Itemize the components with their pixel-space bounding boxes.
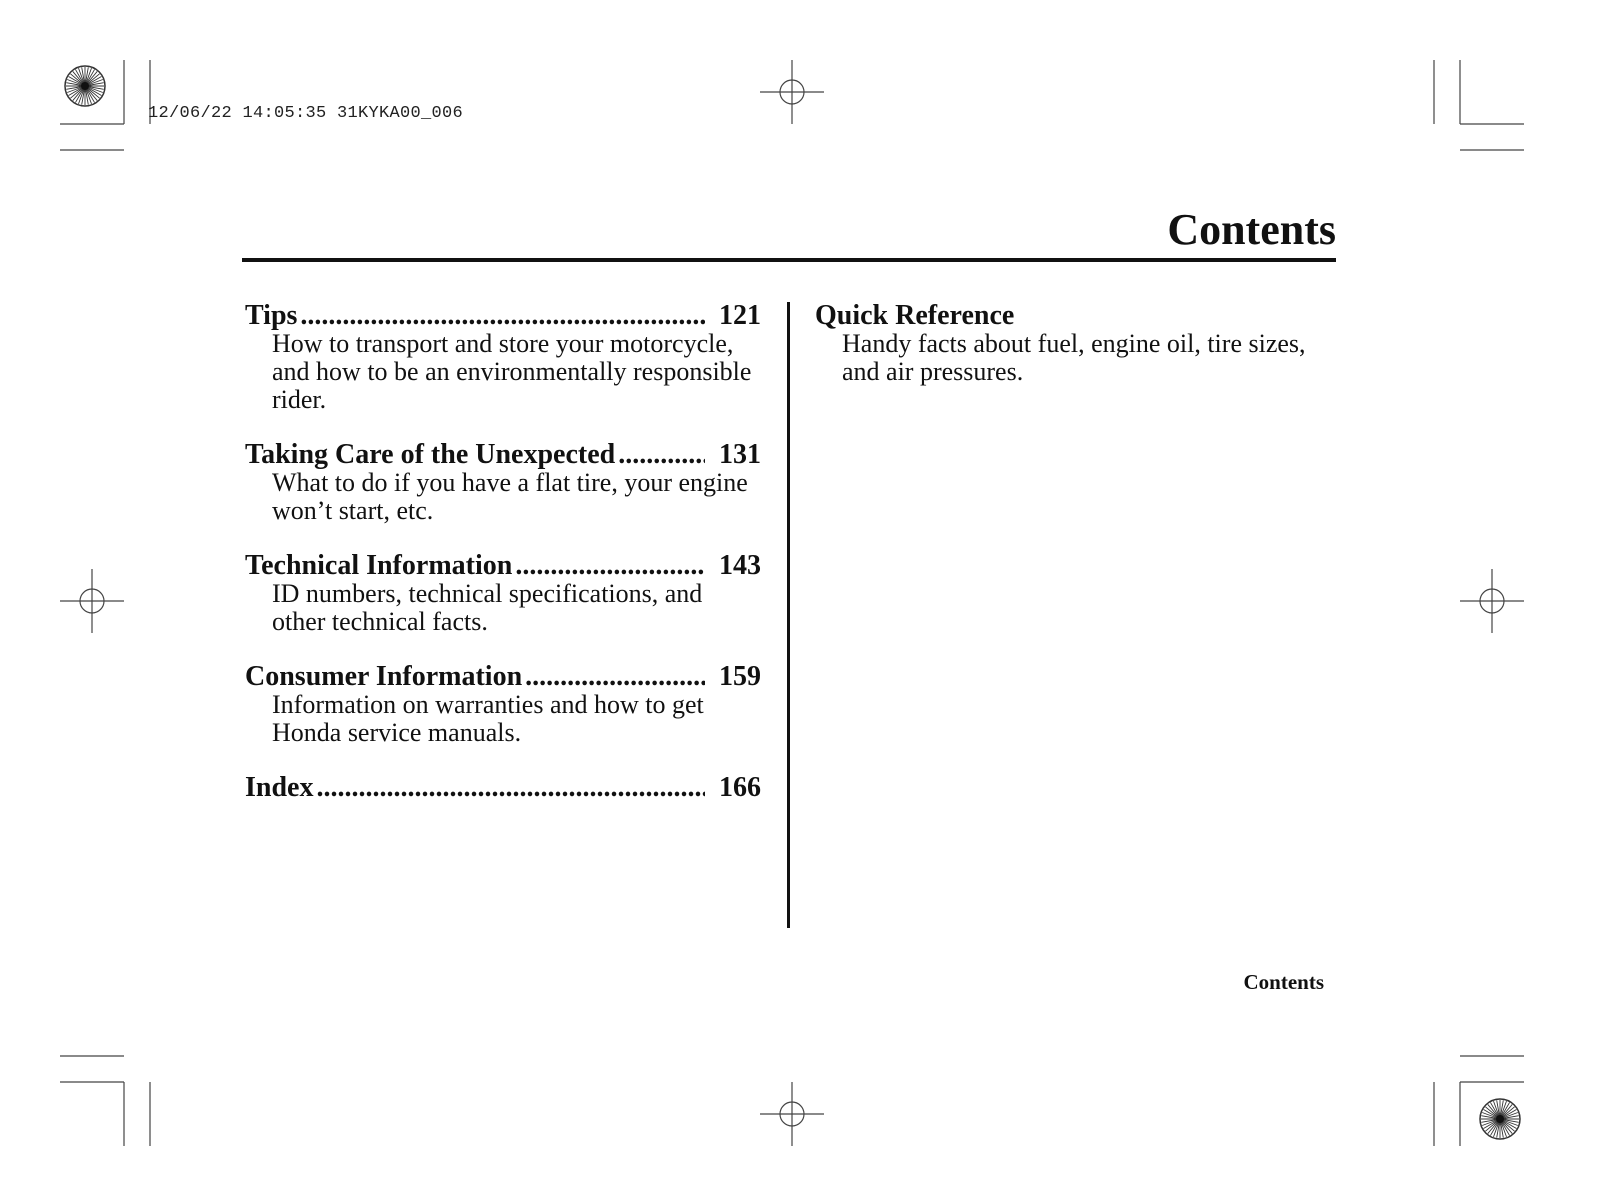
starburst-target-icon bbox=[1480, 1099, 1520, 1139]
toc-entry-title[interactable]: Index bbox=[245, 772, 314, 803]
print-timestamp: 12/06/22 14:05:35 31KYKA00_006 bbox=[148, 104, 464, 123]
title-rule bbox=[242, 258, 1336, 262]
toc-entry-technical-information[interactable] bbox=[245, 552, 761, 636]
toc-entry-title[interactable]: Tips bbox=[245, 300, 298, 331]
toc-entry-description: ID numbers, technical specifications, and other technical facts. bbox=[272, 579, 703, 636]
registration-crosshair-icon bbox=[760, 1082, 824, 1146]
registration-crosshair-icon bbox=[60, 569, 124, 633]
registration-crosshair-icon bbox=[1460, 569, 1524, 633]
toc-entry-description: How to transport and store your motorcycle, and how to be an environmentally responsible rider. bbox=[272, 329, 752, 414]
starburst-target-icon bbox=[65, 66, 105, 106]
toc-entry-title[interactable]: Taking Care of the Unexpected bbox=[245, 439, 616, 470]
toc-entry-consumer-information[interactable] bbox=[245, 663, 761, 747]
toc-entry-description: Handy facts about fuel, engine oil, tire sizes, and air pressures. bbox=[842, 329, 1306, 386]
toc-entry-page[interactable]: 121 bbox=[719, 300, 761, 331]
toc-entry-description: What to do if you have a flat tire, your engine won’t start, etc. bbox=[272, 468, 748, 525]
toc-entry-page[interactable]: 131 bbox=[719, 439, 761, 470]
toc-entry-description: Information on warranties and how to get Honda service manuals. bbox=[272, 690, 704, 747]
toc-entry-title[interactable]: Quick Reference bbox=[815, 300, 1015, 331]
toc-entry-taking-care[interactable] bbox=[245, 441, 761, 525]
dot-leader bbox=[515, 552, 705, 580]
dot-leader bbox=[300, 302, 705, 330]
registration-crosshair-icon bbox=[760, 60, 824, 124]
dot-leader bbox=[525, 663, 705, 691]
toc-entry-quick-reference[interactable] bbox=[815, 302, 1335, 386]
toc-entry-page[interactable]: 143 bbox=[719, 550, 761, 581]
toc-entry-page[interactable]: 166 bbox=[719, 772, 761, 803]
toc-entry-index[interactable] bbox=[245, 774, 761, 802]
toc-entry-page[interactable]: 159 bbox=[719, 661, 761, 692]
footer-section-label: Contents bbox=[1243, 970, 1324, 994]
page-title: Contents bbox=[1167, 205, 1336, 254]
toc-entry-title[interactable]: Technical Information bbox=[245, 550, 513, 581]
dot-leader bbox=[618, 441, 705, 469]
toc-entry-tips[interactable] bbox=[245, 302, 761, 414]
toc-entry-title[interactable]: Consumer Information bbox=[245, 661, 523, 692]
toc-left-column bbox=[245, 302, 761, 802]
toc-right-column bbox=[815, 302, 1335, 386]
column-divider bbox=[787, 302, 790, 928]
dot-leader bbox=[316, 774, 705, 802]
